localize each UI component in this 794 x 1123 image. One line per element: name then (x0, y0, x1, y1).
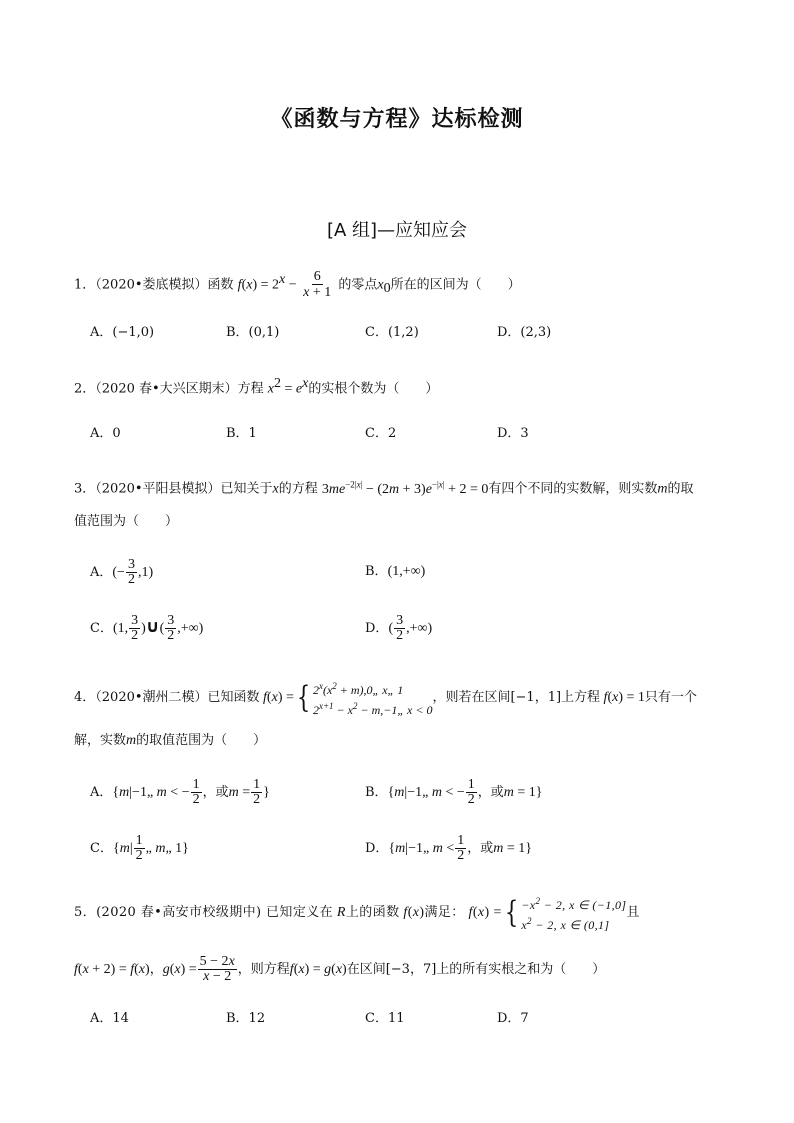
q4-option-d: D．{m|−1„ m < $\frac{1}{2}$ ，或m = 1} (365, 833, 533, 863)
q3-formula: $3me^{-2|x|} - (2m + 3)e^{-|x|} + 2 = 0$ (321, 479, 489, 497)
q2-option-b: B．1 (226, 426, 257, 441)
q4-prefix: 4．（2020•潮州二模）已知函数 (74, 690, 260, 705)
q5-option-b: B．12 (226, 1011, 266, 1026)
q4-option-a: A．{m|−1„ m < − $\frac{1}{2}$ ，或m = $\frac{1}{2}$ } (90, 777, 270, 807)
q3-line2: 值范围为（ ） (74, 514, 179, 529)
q3-option-a: A．(− $\frac{3}{2}$ ,1) (90, 557, 154, 587)
q5-option-a: A．14 (90, 1011, 129, 1026)
page-title: 《函数与方程》达标检测 (270, 107, 524, 132)
q2-option-c: C．2 (365, 426, 397, 441)
q1-prefix: 1．（2020•娄底模拟）函数 (74, 277, 234, 293)
q4-option-c: C．{m| $\frac{1}{2}$ „ m„ 1} (90, 833, 189, 863)
q2-suffix: 的实根个数为（ ） (308, 381, 439, 397)
q3-option-b: B．(1,+∞) (365, 564, 426, 579)
question-2: 2．（2020 春•大兴区期末）方程 $x^2 = e^x$的实根个数为（ ） (74, 376, 439, 397)
q1-option-d: D．(2,3) (497, 325, 552, 340)
q1-fraction: $\frac{6}{x + 1}$ (303, 269, 332, 300)
q3-suffix: 有四个不同的实数解，则实数 (488, 481, 658, 497)
section-heading: [A 组]—应知应会 (326, 220, 468, 241)
q2-option-a: A．0 (90, 426, 121, 441)
q2-formula: x (267, 381, 275, 397)
q2-option-d: D．3 (497, 426, 529, 441)
q3-option-d: D．( $\frac{3}{2}$ ,+∞) (365, 613, 433, 643)
q1-option-a: A．(−1,0) (90, 325, 155, 340)
q3-mid: 的方程 (278, 481, 318, 497)
q3-option-c: C．(1, $\frac{3}{2}$ )∪( $\frac{3}{2}$ ,+∞) (90, 613, 204, 643)
q5-suffix: 且 (626, 905, 640, 920)
q1-suffix2: 所在的区间为（ ） (390, 277, 521, 293)
q5-line2: f(x + 2) = f(x) ， g(x) = $\frac{5 - 2x}{x - 2}$ ，则方程 f(x) = g(x) 在区间[−3，7]上的所有实根之和为（ ） (74, 954, 606, 984)
q5-mid: 上的函数 (345, 905, 400, 920)
q5-option-d: D．7 (497, 1011, 529, 1026)
q1-suffix: 的零点 (338, 277, 378, 293)
q3-suffix2: 的取 (667, 481, 694, 497)
question-1: 1．（2020•娄底模拟）函数 $f(x) = 2^x$ − $\frac{6}{x + 1}$ 的零点$x_0$所在的区间为（ ） (74, 269, 521, 300)
q5-prefix: 5．(2020 春•高安市校级期中) 已知定义在 (74, 905, 334, 920)
question-4: 4．（2020•潮州二模）已知函数 f ( x ) = { $2^x(x^2$ + m),0„ x„ 1 $2^{x+1} - x^2$ − m,−1„ x < 0 ，则若在区间[−1，1]上方程 f ( x ) = 1 只有一个 (74, 680, 697, 717)
q5-option-c: C．11 (365, 1011, 405, 1026)
q1-formula: f (237, 277, 242, 293)
q1-option-c: C．(1,2) (365, 325, 419, 340)
q5-mid2: 满足： (424, 905, 465, 920)
question-3: 3．（2020•平阳县模拟）已知关于x的方程 $3me^{-2|x|} - (2m + 3)e^{-|x|} + 2 = 0$有四个不同的实数解，则实数m的取 (74, 479, 694, 497)
q2-prefix: 2．（2020 春•大兴区期末）方程 (74, 381, 264, 397)
q4-suffix2: 只有一个 (644, 690, 697, 705)
q5-piecewise: $-x^2 - 2$, x ∈ (−1,0] $x^2 - 2$, x ∈ (0,1] (521, 896, 627, 932)
q1-option-b: B．(0,1) (226, 325, 280, 340)
q3-prefix: 3．（2020•平阳县模拟）已知关于 (74, 481, 273, 497)
q4-option-b: B．{m|−1„ m < − $\frac{1}{2}$ ，或m = 1} (365, 777, 543, 807)
q4-suffix: ，则若在区间[−1，1]上方程 (432, 690, 601, 705)
q4-line2: 解，实数m的取值范围为（ ） (74, 733, 267, 748)
question-5: 5．(2020 春•高安市校级期中) 已知定义在 R 上的函数 f ( x ) 满足： f ( x ) = { $-x^2 - 2$, x ∈ (−1,0] $x^2 - 2$, x ∈ (0,1] 且 (74, 895, 640, 932)
q4-piecewise: $2^x(x^2$ + m),0„ x„ 1 $2^{x+1} - x^2$ − m,−1„ x < 0 (312, 681, 433, 717)
